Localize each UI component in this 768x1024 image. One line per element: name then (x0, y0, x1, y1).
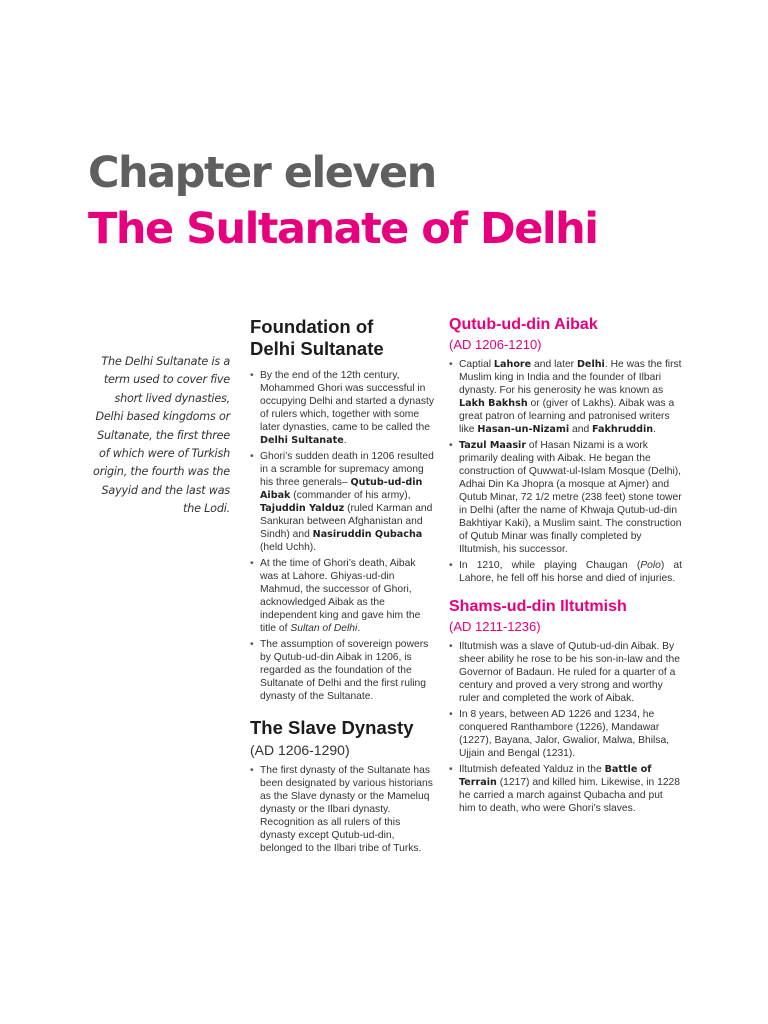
text: or (giver of Lakhs). Aibak was a great patron of learning and patronised writers like (459, 398, 675, 435)
text: Ghori’s sudden death in 1206 resulted in a scramble for supremacy among his three generals– (260, 451, 434, 488)
text: and (569, 424, 593, 435)
keyword: Fakhruddin (592, 424, 654, 435)
list-item (449, 763, 682, 815)
left-column (250, 316, 434, 858)
text: . (357, 623, 361, 634)
right-column (449, 316, 682, 818)
sidebar-intro: The Delhi Sultanate is a term used to cover five short lived dynasties, Delhi based kingdoms or Sultanate, the first three of which were of Turkish origin, the fourth was the Sayyid and the last was the Lodi. (93, 355, 230, 516)
text: of Hasan Nizami is a work primarily dealing with Aibak. He began the construction of Quwwat-ul-Islam Mosque (Delhi), Adhai Din Ka Jhopra (a mosque at Ajmer) and Qutub Minar, 72 1/2 metre (238 feet) stone tower in Delhi (after the name of Khwaja Qutub-ud-din Bakhtiyar Kaki), a Muslim saint. The construction of Qutub Minar was finally completed by Iltutmish, his successor. (459, 440, 682, 555)
list-item (250, 557, 434, 635)
keyword: Battle of Terrain (459, 764, 652, 788)
aibak-heading: Qutub-ud-din Aibak (449, 316, 598, 333)
list-item: • The assumption of sovereign powers by Qutub-ud-din Aibak in 1206, is regarded as the foundation of the Sultanate of Delhi and the first ruling dynasty of the Sultanate. (250, 638, 434, 703)
keyword: Tazul Maasir (459, 440, 527, 451)
keyword: Delhi (576, 359, 605, 370)
keyword: Qutub-ud-din Aibak (260, 477, 423, 501)
emphasis: Sultan of Delhi (290, 623, 358, 634)
aibak-list (449, 358, 682, 585)
keyword: Nasiruddin Qubacha (312, 529, 423, 540)
list-item: • In 8 years, between AD 1226 and 1234, he conquered Ranthambore (1226), Mandawar (1227), Bayana, Jalor, Gwalior, Malwa, Bhilsa, Ujjain and Bengal (1231). (449, 708, 682, 760)
foundation-list (250, 369, 434, 703)
foundation-heading-line2: Delhi Sultanate (250, 337, 384, 359)
chapter-number: Chapter eleven (88, 148, 436, 198)
list-item: • The first dynasty of the Sultanate has been designated by various historians as the Slave dynasty or the Mameluq dynasty or the Ilbari dynasty. Recognition as all rulers of this dynasty except Qutub-ud-din, belonged to the Ilbari tribe of Turks. (250, 764, 434, 855)
keyword: Hasan-un-Nizami (477, 424, 570, 435)
list-item (449, 358, 682, 436)
foundation-heading-line1: Foundation of (250, 316, 374, 337)
list-item (449, 439, 682, 556)
text: Captial (459, 359, 494, 370)
text: By the end of the 12th century, Mohammed Ghori was successful in occupying Delhi and started a dynasty of rulers which, together with some later dynasties, came to be called the (260, 370, 435, 433)
list-item (250, 450, 434, 554)
text: . (343, 435, 347, 446)
list-item: • Iltutmish was a slave of Qutub-ud-din Aibak. By sheer ability he rose to be his son-in-law and the Governor of Badaun. He ruled for a quarter of a century and proved a very strong and worthy ruler and completed the work of Aibak. (449, 640, 682, 705)
text: (commander of his army), (290, 490, 411, 501)
iltutmish-heading: Shams-ud-din Iltutmish (449, 598, 627, 615)
aibak-dates: (AD 1206-1210) (449, 337, 542, 352)
text: Iltutmish defeated Yalduz in the (459, 764, 605, 775)
foundation-heading (250, 316, 434, 359)
list-item (449, 559, 682, 585)
keyword: Lakh Bakhsh (459, 398, 528, 409)
text: At the time of Ghori’s death, Aibak was at Lahore. Ghiyas-ud-din Mahmud, the successor of Ghori, acknowledged Aibak as the independent king and gave him the title of (260, 558, 421, 634)
list-item (250, 369, 434, 447)
text: (1217) and killed him. Likewise, in 1228 he carried a march against Qubacha and put him to death, who were Ghori’s slaves. (459, 777, 681, 814)
text: ) at Lahore, he fell off his horse and died of injuries. (459, 560, 682, 584)
iltutmish-list (449, 640, 682, 815)
text: . He was the first Muslim king in India and the founder of Ilbari dynasty. For his generosity he was known as (459, 359, 682, 396)
slave-dates: (AD 1206-1290) (250, 741, 350, 758)
text: (ruled Karman and Sankuran between Afghanistan and Sindh) and (260, 503, 433, 540)
iltutmish-dates: (AD 1211-1236) (449, 619, 541, 634)
keyword: Delhi Sultanate (260, 435, 344, 446)
keyword: Tajuddin Yalduz (260, 503, 345, 514)
chapter-title: The Sultanate of Delhi (88, 204, 598, 254)
slave-list (250, 764, 434, 855)
emphasis: Polo (640, 560, 661, 571)
text: . (653, 424, 656, 435)
text: In 1210, while playing Chaugan ( (459, 560, 641, 571)
slave-heading: The Slave Dynasty (250, 717, 414, 738)
keyword: Lahore (493, 359, 532, 370)
text: and later (531, 359, 577, 370)
text: (held Uchh). (260, 542, 317, 553)
